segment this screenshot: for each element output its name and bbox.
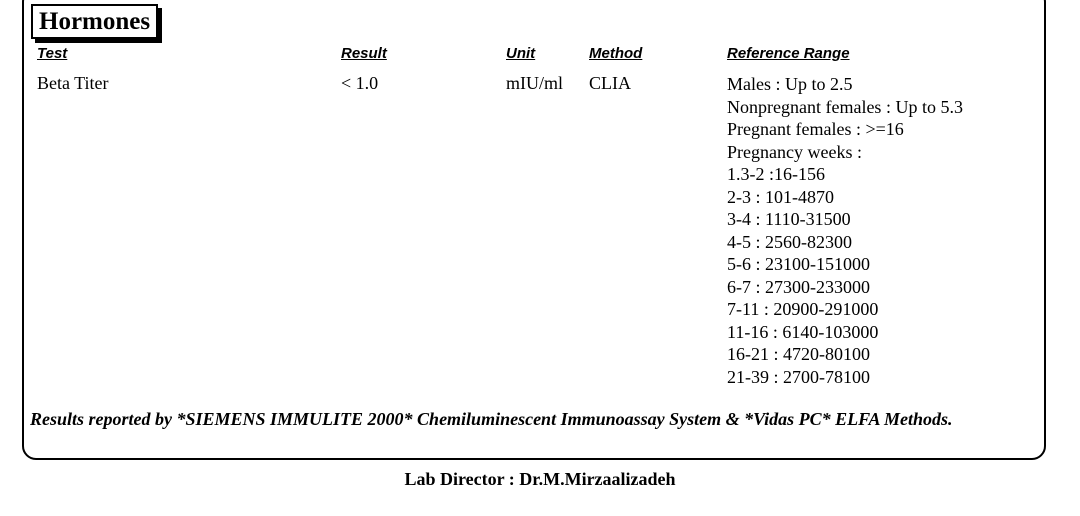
header-test: Test — [37, 45, 68, 62]
reference-range-line: 7-11 : 20900-291000 — [727, 299, 879, 319]
lab-director-signature: Lab Director : Dr.M.Mirzaalizadeh — [404, 469, 676, 489]
reference-range-line: Nonpregnant females : Up to 5.3 — [727, 96, 963, 117]
header-result: Result — [341, 45, 387, 62]
test-name: Beta Titer — [37, 73, 109, 93]
result-value: < 1.0 — [341, 73, 379, 93]
reference-range-line: 2-3 : 101-4870 — [727, 186, 834, 207]
reference-range-line: 16-21 : 4720-80100 — [727, 344, 870, 364]
reference-range-line: Pregnancy weeks : — [727, 141, 862, 162]
reference-range-line: 21-39 : 2700-78100 — [727, 366, 870, 387]
reference-range-line: 11-16 : 6140-103000 — [727, 321, 879, 342]
header-reference-range: Reference Range — [727, 45, 850, 62]
method-value: CLIA — [589, 73, 631, 93]
header-method: Method — [589, 45, 643, 62]
method-footnote: Results reported by *SIEMENS IMMULITE 2000* Chemiluminescent Immunoassay System & *Vidas PC* ELFA Methods. — [30, 409, 953, 429]
reference-range-line: 5-6 : 23100-151000 — [727, 254, 870, 274]
reference-range-list — [727, 73, 963, 388]
reference-range-line: 1.3-2 :16-156 — [727, 164, 825, 184]
reference-range-line: Males : Up to 2.5 — [727, 74, 853, 94]
reference-range-line: 3-4 : 1110-31500 — [727, 209, 851, 229]
reference-range-line: 4-5 : 2560-82300 — [727, 231, 852, 252]
section-title: Hormones — [31, 4, 158, 39]
unit-value: mIU/ml — [506, 73, 563, 93]
reference-range-line: 6-7 : 27300-233000 — [727, 276, 870, 297]
reference-range-line: Pregnant females : >=16 — [727, 119, 904, 139]
header-unit: Unit — [506, 45, 536, 62]
